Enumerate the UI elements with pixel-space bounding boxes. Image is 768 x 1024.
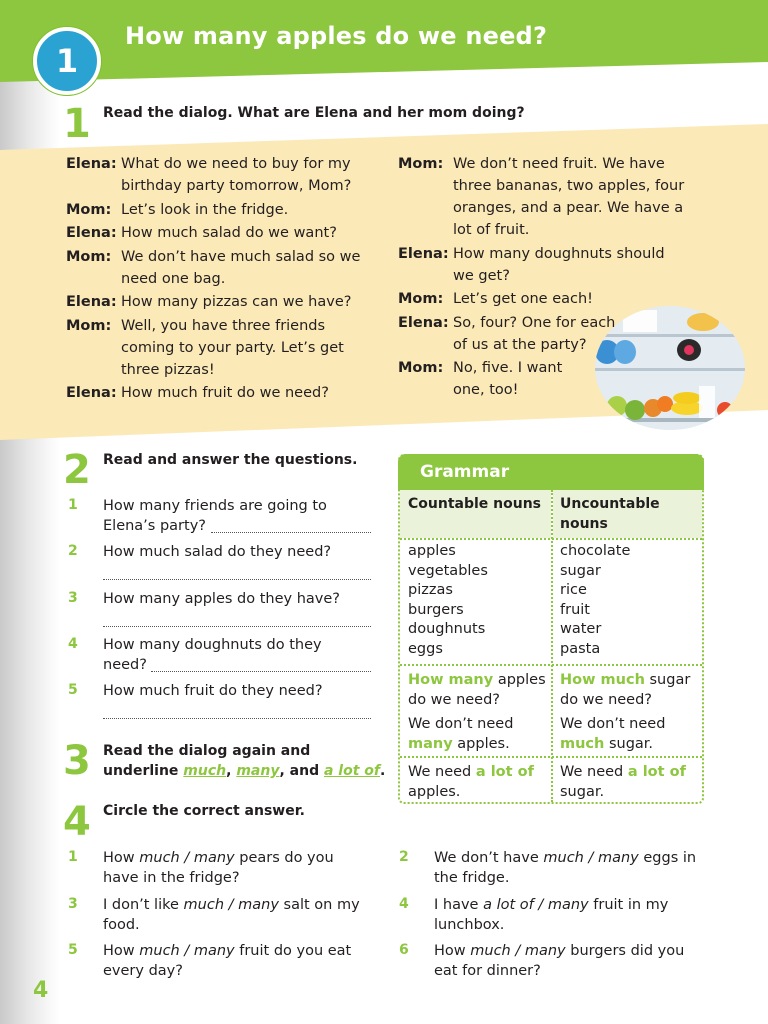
countable-nouns-list bbox=[408, 542, 488, 659]
dialog-speaker: Elena: bbox=[66, 225, 117, 241]
dialog-text: Let’s get one each! bbox=[453, 291, 593, 307]
exercise-2-number: 2 bbox=[63, 447, 91, 493]
grammar-text: We need bbox=[408, 764, 476, 780]
choice-item-number: 4 bbox=[399, 896, 409, 912]
sentence-text: / bbox=[224, 897, 239, 913]
uncountable-noun: pasta bbox=[560, 640, 601, 657]
grammar-example-line: We don’t need bbox=[560, 716, 666, 732]
dialog-speaker: Mom: bbox=[66, 317, 112, 334]
page-number: 4 bbox=[33, 978, 49, 1003]
option-a[interactable]: much bbox=[139, 850, 180, 866]
sentence-text: / bbox=[179, 850, 194, 866]
exercise-1-number: 1 bbox=[63, 101, 91, 147]
dialog-speaker: Mom: bbox=[398, 360, 444, 376]
grammar-example-line bbox=[560, 762, 686, 782]
answer-line[interactable] bbox=[151, 671, 371, 672]
dialog-text: How much fruit do we need? bbox=[121, 385, 329, 401]
option-b[interactable]: many bbox=[238, 897, 279, 913]
uncountable-noun: fruit bbox=[560, 601, 590, 618]
countable-noun: vegetables bbox=[408, 562, 488, 579]
unit-number-badge: 1 bbox=[33, 27, 101, 95]
exercise-1-instruction: Read the dialog. What are Elena and her mom doing? bbox=[103, 105, 525, 121]
sentence-text: I don’t like bbox=[103, 897, 184, 913]
dialog-text: We don’t need fruit. We have three bananas, two apples, four oranges, and a pear. We have a lot of fruit. bbox=[453, 156, 685, 238]
dialog-text: We don’t have much salad so we need one bag. bbox=[121, 248, 361, 287]
question-text: How much salad do they need? bbox=[103, 544, 332, 560]
countable-noun: doughnuts bbox=[408, 621, 486, 637]
answer-line[interactable] bbox=[103, 718, 371, 719]
instruction-text: . bbox=[380, 763, 386, 779]
grammar-example-line: apples. bbox=[408, 784, 461, 800]
dialog-text: Well, you have three friends coming to your party. Let’s get three pizzas! bbox=[121, 317, 344, 378]
exercise-3-instruction-line1: Read the dialog again and bbox=[103, 743, 311, 759]
grammar-example-not-many bbox=[408, 714, 513, 754]
grammar-keyword: much bbox=[560, 736, 605, 752]
choice-item-number: 6 bbox=[399, 942, 409, 958]
dialog-speaker: Mom: bbox=[398, 156, 444, 172]
question-number: 3 bbox=[68, 590, 78, 606]
grammar-text: apples bbox=[493, 672, 546, 688]
option-b[interactable]: many bbox=[547, 897, 589, 913]
dialog-text: No, five. I want one, too! bbox=[453, 360, 563, 398]
dialog-text: Let’s look in the fridge. bbox=[121, 201, 289, 218]
uncountable-noun: rice bbox=[560, 582, 587, 598]
grammar-example-a-lot-of-countable bbox=[408, 762, 534, 802]
grammar-example-how-much bbox=[560, 670, 690, 710]
sentence-text: / bbox=[583, 850, 598, 866]
instruction-text: , and bbox=[279, 763, 324, 779]
grammar-example-line: sugar. bbox=[560, 784, 605, 800]
option-b[interactable]: many bbox=[193, 850, 235, 866]
grammar-example-line bbox=[408, 762, 534, 782]
question-number: 1 bbox=[68, 497, 78, 513]
sentence-text: pears do you have in the fridge? bbox=[103, 850, 334, 886]
choice-item-number: 1 bbox=[68, 849, 78, 865]
grammar-keyword: a lot of bbox=[627, 764, 686, 780]
countable-noun: pizzas bbox=[408, 582, 453, 598]
grammar-example-line: We don’t need bbox=[408, 716, 514, 732]
option-a[interactable]: much bbox=[470, 943, 511, 959]
dialog-speaker: Elena: bbox=[398, 245, 449, 262]
question-number: 5 bbox=[68, 682, 78, 698]
dialog-text: How many doughnuts should we get? bbox=[453, 245, 665, 284]
grammar-text: sugar bbox=[644, 672, 691, 688]
question-text: How many apples do they have? bbox=[103, 591, 340, 607]
exercise-4-number: 4 bbox=[63, 799, 91, 845]
sentence-text: / bbox=[510, 943, 525, 959]
sentence-text: salt on my food. bbox=[103, 897, 360, 933]
dialog-text: So, four? One for each of us at the party? bbox=[453, 314, 616, 353]
grammar-example-line: do we need? bbox=[560, 692, 653, 708]
choice-item-sentence bbox=[103, 895, 368, 935]
question-text: How many doughnuts do they need? bbox=[103, 637, 322, 673]
grammar-example-not-much bbox=[560, 714, 665, 754]
keyword-much: much bbox=[183, 763, 227, 779]
sentence-text: We don’t have bbox=[434, 850, 544, 866]
grammar-header-countable: Countable nouns bbox=[408, 496, 542, 512]
exercise-2-instruction: Read and answer the questions. bbox=[103, 452, 358, 468]
grammar-example-line bbox=[408, 734, 513, 754]
grammar-example-a-lot-of-uncountable bbox=[560, 762, 686, 802]
grammar-row-divider bbox=[400, 664, 702, 666]
dialog-text: What do we need to buy for my birthday party tomorrow, Mom? bbox=[121, 156, 352, 194]
grammar-text: sugar. bbox=[604, 736, 654, 752]
option-a[interactable]: much bbox=[183, 897, 225, 913]
sentence-text: / bbox=[533, 897, 548, 913]
choice-item-sentence bbox=[103, 848, 368, 888]
grammar-text: We need bbox=[560, 764, 628, 780]
dialog-speaker: Mom: bbox=[398, 291, 444, 307]
option-a[interactable]: a lot of bbox=[483, 897, 534, 913]
exercise-4-instruction: Circle the correct answer. bbox=[103, 803, 305, 819]
choice-item-sentence bbox=[434, 848, 699, 888]
sentence-text: How bbox=[103, 943, 140, 959]
dialog-speaker: Elena: bbox=[66, 294, 117, 310]
choice-item-number: 5 bbox=[68, 942, 78, 958]
sentence-text: How bbox=[434, 943, 471, 959]
grammar-text: apples. bbox=[452, 736, 510, 752]
option-a[interactable]: much bbox=[139, 943, 180, 959]
question-text: How many friends are going to Elena’s party? bbox=[103, 498, 327, 534]
answer-line[interactable] bbox=[211, 532, 371, 533]
keyword-a-lot-of: a lot of bbox=[323, 763, 380, 779]
grammar-header-uncountable: Uncountable nouns bbox=[560, 496, 660, 532]
grammar-keyword: a lot of bbox=[475, 764, 534, 780]
countable-noun: eggs bbox=[408, 640, 443, 657]
sentence-text: eggs in the fridge. bbox=[434, 850, 697, 886]
page-title: How many apples do we need? bbox=[125, 22, 548, 50]
grammar-keyword: How much bbox=[560, 672, 645, 688]
sentence-text: fruit in my lunchbox. bbox=[434, 897, 669, 933]
dialog-text: How many pizzas can we have? bbox=[121, 294, 352, 310]
sentence-text: How bbox=[103, 850, 140, 866]
grammar-example-line bbox=[560, 670, 690, 690]
choice-item-number: 3 bbox=[68, 896, 78, 912]
grammar-example-line bbox=[560, 734, 665, 754]
exercise-3-number: 3 bbox=[63, 738, 91, 784]
grammar-keyword: How many bbox=[408, 672, 494, 688]
dialog-text: How much salad do we want? bbox=[121, 225, 337, 241]
sentence-text: fruit do you eat every day? bbox=[103, 943, 352, 979]
sentence-text: burgers did you eat for dinner? bbox=[434, 943, 685, 979]
grammar-keyword: many bbox=[408, 736, 453, 752]
sentence-text: / bbox=[179, 943, 194, 959]
option-b[interactable]: many bbox=[524, 943, 566, 959]
grammar-row-divider bbox=[400, 756, 702, 758]
instruction-text: , bbox=[226, 763, 237, 779]
dialog-speaker: Elena: bbox=[66, 385, 117, 401]
dialog-speaker: Elena: bbox=[398, 314, 449, 331]
option-b[interactable]: many bbox=[597, 850, 639, 866]
countable-noun: apples bbox=[408, 543, 456, 559]
question-text: How much fruit do they need? bbox=[103, 683, 323, 699]
uncountable-noun: water bbox=[560, 621, 602, 637]
fridge-illustration bbox=[595, 306, 745, 430]
uncountable-nouns-list bbox=[560, 542, 630, 659]
fridge-photo bbox=[595, 306, 745, 430]
uncountable-noun: sugar bbox=[560, 562, 601, 579]
dialog-speaker: Elena: bbox=[66, 156, 117, 172]
grammar-box bbox=[398, 454, 704, 804]
grammar-example-line bbox=[408, 670, 546, 690]
option-a[interactable]: much bbox=[543, 850, 584, 866]
option-b[interactable]: many bbox=[193, 943, 235, 959]
keyword-many: many bbox=[236, 763, 280, 779]
choice-item-number: 2 bbox=[399, 849, 409, 865]
grammar-example-how-many bbox=[408, 670, 546, 710]
grammar-row-divider bbox=[400, 538, 702, 540]
choice-item-sentence bbox=[103, 941, 368, 981]
grammar-title: Grammar bbox=[398, 454, 704, 490]
choice-item-sentence bbox=[434, 941, 699, 981]
question-number: 4 bbox=[68, 636, 78, 652]
sentence-text: I have bbox=[434, 897, 484, 913]
choice-item-sentence bbox=[434, 895, 699, 935]
exercise-3-instruction-line2 bbox=[103, 761, 385, 781]
dialog-speaker: Mom: bbox=[66, 248, 112, 265]
answer-line[interactable] bbox=[103, 579, 371, 580]
instruction-text: underline bbox=[103, 763, 184, 779]
answer-line[interactable] bbox=[103, 626, 371, 627]
question-number: 2 bbox=[68, 543, 78, 559]
dialog-speaker: Mom: bbox=[66, 201, 112, 218]
countable-noun: burgers bbox=[408, 601, 464, 618]
grammar-example-line: do we need? bbox=[408, 692, 501, 708]
uncountable-noun: chocolate bbox=[560, 543, 631, 559]
